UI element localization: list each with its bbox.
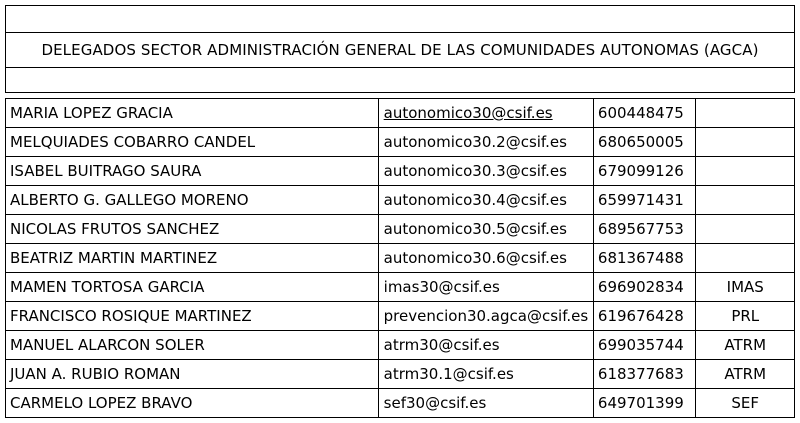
delegate-phone: 681367488 xyxy=(593,244,696,273)
delegate-email-link[interactable]: autonomico30.3@csif.es xyxy=(383,162,567,180)
table-row xyxy=(6,360,795,389)
table-row xyxy=(6,331,795,360)
delegate-email-cell xyxy=(378,360,593,389)
delegate-tag: IMAS xyxy=(696,273,795,302)
delegate-email-cell xyxy=(378,99,593,128)
delegate-name: MARIA LOPEZ GRACIA xyxy=(6,99,379,128)
table-row xyxy=(6,244,795,273)
table-row xyxy=(6,215,795,244)
delegate-email-cell xyxy=(378,273,593,302)
delegate-phone: 679099126 xyxy=(593,157,696,186)
delegate-tag: ATRM xyxy=(696,331,795,360)
delegate-tag xyxy=(696,128,795,157)
delegate-email-cell xyxy=(378,215,593,244)
delegate-name: MAMEN TORTOSA GARCIA xyxy=(6,273,379,302)
delegate-email-link[interactable]: autonomico30.6@csif.es xyxy=(383,249,567,267)
delegate-tag: ATRM xyxy=(696,360,795,389)
delegate-email-cell xyxy=(378,302,593,331)
delegate-email-link[interactable]: autonomico30.4@csif.es xyxy=(383,191,567,209)
delegate-tag: SEF xyxy=(696,389,795,418)
delegate-tag: PRL xyxy=(696,302,795,331)
delegate-phone: 659971431 xyxy=(593,186,696,215)
delegate-name: CARMELO LOPEZ BRAVO xyxy=(6,389,379,418)
delegate-name: NICOLAS FRUTOS SANCHEZ xyxy=(6,215,379,244)
delegates-table-body xyxy=(6,99,795,418)
delegate-phone: 689567753 xyxy=(593,215,696,244)
delegate-email-cell xyxy=(378,128,593,157)
delegate-name: ALBERTO G. GALLEGO MORENO xyxy=(6,186,379,215)
delegate-email-cell xyxy=(378,331,593,360)
header-blank-row xyxy=(6,6,794,33)
delegate-tag xyxy=(696,215,795,244)
delegate-phone: 600448475 xyxy=(593,99,696,128)
delegate-name: JUAN A. RUBIO ROMAN xyxy=(6,360,379,389)
delegate-tag xyxy=(696,157,795,186)
delegate-name: FRANCISCO ROSIQUE MARTINEZ xyxy=(6,302,379,331)
delegate-tag xyxy=(696,244,795,273)
delegate-tag xyxy=(696,186,795,215)
delegate-email-link[interactable]: prevencion30.agca@csif.es xyxy=(383,307,589,325)
delegates-sheet xyxy=(5,5,795,418)
delegate-email-link[interactable]: sef30@csif.es xyxy=(383,394,487,412)
table-row xyxy=(6,99,795,128)
delegate-name: MANUEL ALARCON SOLER xyxy=(6,331,379,360)
table-row xyxy=(6,128,795,157)
delegate-email-link[interactable]: autonomico30.2@csif.es xyxy=(383,133,567,151)
delegate-phone: 619676428 xyxy=(593,302,696,331)
delegate-phone: 618377683 xyxy=(593,360,696,389)
delegate-phone: 699035744 xyxy=(593,331,696,360)
delegate-email-cell xyxy=(378,186,593,215)
delegate-name: BEATRIZ MARTIN MARTINEZ xyxy=(6,244,379,273)
table-row xyxy=(6,273,795,302)
delegate-email-link[interactable]: atrm30@csif.es xyxy=(383,336,500,354)
table-row xyxy=(6,389,795,418)
page-title: DELEGADOS SECTOR ADMINISTRACIÓN GENERAL DE LAS COMUNIDADES AUTONOMAS (AGCA) xyxy=(6,33,794,68)
delegate-tag xyxy=(696,99,795,128)
delegates-table xyxy=(5,98,795,418)
delegate-phone: 680650005 xyxy=(593,128,696,157)
delegate-name: MELQUIADES COBARRO CANDEL xyxy=(6,128,379,157)
delegate-email-cell xyxy=(378,157,593,186)
table-row xyxy=(6,157,795,186)
delegate-email-link[interactable]: autonomico30@csif.es xyxy=(383,104,553,122)
delegate-email-cell xyxy=(378,244,593,273)
delegate-phone: 696902834 xyxy=(593,273,696,302)
table-row xyxy=(6,302,795,331)
delegate-phone: 649701399 xyxy=(593,389,696,418)
delegate-email-link[interactable]: imas30@csif.es xyxy=(383,278,500,296)
delegate-name: ISABEL BUITRAGO SAURA xyxy=(6,157,379,186)
header-blank-row-bottom xyxy=(6,68,794,92)
header-box xyxy=(5,5,795,93)
delegate-email-link[interactable]: atrm30.1@csif.es xyxy=(383,365,514,383)
delegate-email-cell xyxy=(378,389,593,418)
table-row xyxy=(6,186,795,215)
delegate-email-link[interactable]: autonomico30.5@csif.es xyxy=(383,220,567,238)
